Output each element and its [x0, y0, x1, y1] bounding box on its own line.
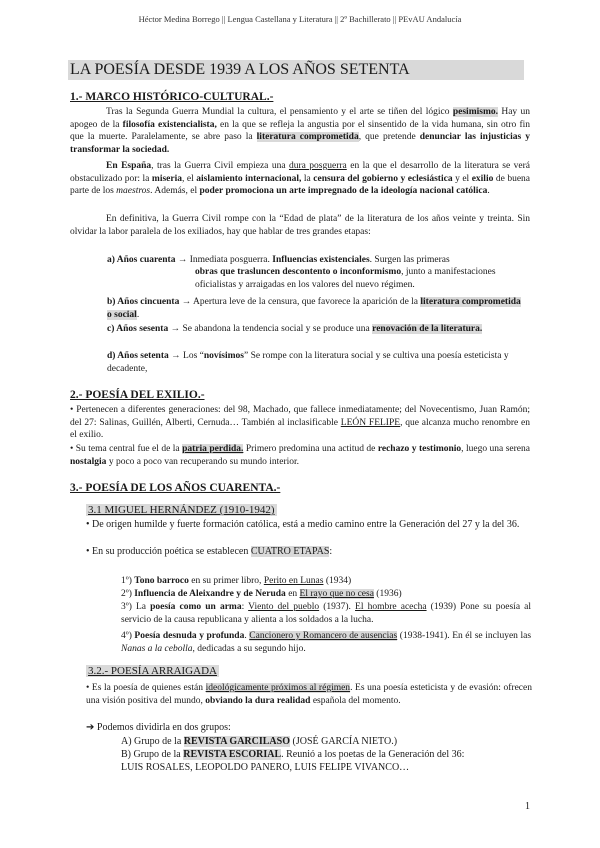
document-title: LA POESÍA DESDE 1939 A LOS AÑOS SETENTA [68, 60, 524, 80]
group-garcilaso: A) Grupo de la REVISTA GARCILASO (JOSÉ GARCÍA NIETO.) [121, 736, 398, 747]
arraigada-groups-intro: ➔ Podemos dividirla en dos grupos: [86, 722, 231, 733]
etapa-d: d) Años setenta → Los “novísimos” Se rompe con la literatura social y se cultiva una poesía esteticista y decadente, [107, 351, 509, 374]
etapa-a-cont: obras que trasluncen descontento o inconformismo, junto a manifestaciones oficialistas y arraigadas en los valores del nuevo régimen. [195, 267, 496, 290]
section-1-paragraph-1: Tras la Segunda Guerra Mundial la cultura, el pensamiento y el arte se tiñen del lógico pesimismo. Hay un apogeo de la filosofía existencialista, en la que se refleja la angustia por el sinsentido de la vida humana, sin otro fin que la muerte. Paralelamente, se abre paso la literatura comprometida, que pretende denunciar las injusticias y transformar la sociedad. [70, 107, 531, 155]
etapa-b: b) Años cincuenta → Apertura leve de la censura, que favorece la aparición de la literatura comprometida o social. [107, 297, 521, 320]
section-1-heading: 1.- MARCO HISTÓRICO-CULTURAL.- [70, 91, 274, 103]
page-number: 1 [525, 801, 530, 812]
subsection-poesia-arraigada: 3.2.- POESÍA ARRAIGADA [88, 665, 217, 677]
mh-etapa-3: 3º) La poesía como un arma: Viento del pueblo (1937). El hombre acecha (1939) Pone su poesía al servicio de la causa republicana y alienta a los soldados a la lucha. [121, 602, 531, 625]
section-1-paragraph-2: En España, tras la Guerra Civil empieza una dura posguerra en la que el desarrollo de la literatura se verá obstaculizado por: la miseria, el aislamiento internacional, la censura del gobierno y eclesiástica y el exilio de buena parte de los maestros. Además, el poder promociona un arte impregnado de la ideología nacional católica. [70, 161, 531, 197]
etapa-c: c) Años sesenta → Se abandona la tendencia social y se produce una renovación de la literatura. [107, 324, 483, 334]
mh-bullet-1: • De origen humilde y fuerte formación católica, está a medio camino entre la Generación del 27 y la del 36. [86, 519, 520, 530]
exilio-bullet-1: • Pertenecen a diferentes generaciones: del 98, Machado, que fallece inmediatamente; del Novecentismo, Juan Ramón; del 27: Salinas, Guillén, Alberti, Cernuda… También al inclasificable LEÓN FELIPE, que alcanza mucho renombre en el exilio. [70, 405, 530, 441]
section-3-heading: 3.- POESÍA DE LOS AÑOS CUARENTA.- [70, 482, 281, 494]
group-escorial-poets: LUIS ROSALES, LEOPOLDO PANERO, LUIS FELIPE VIVANCO… [121, 762, 410, 773]
mh-bullet-2: • En su producción poética se establecen CUATRO ETAPAS: [86, 546, 333, 557]
arraigada-bullet-1: • Es la poesía de quienes están ideológicamente próximos al régimen. Es una poesía esteticista y de evasión: ofrecen una visión positiva del mundo, obviando la dura realidad española del momento. [86, 683, 532, 706]
subsection-miguel-hernandez: 3.1 MIGUEL HERNÁNDEZ (1910-1942) [88, 504, 275, 516]
etapa-a: a) Años cuarenta → Inmediata posguerra. Influencias existenciales. Surgen las primeras [107, 255, 450, 265]
section-1-paragraph-3: En definitiva, la Guerra Civil rompe con la “Edad de plata” de la literatura de los años veinte y treinta. Sin olvidar la labor paralela de los exiliados, hay que hablar de tres grandes etapas: [70, 214, 530, 237]
page-header: Héctor Medina Borrego || Lengua Castellana y Literatura || 2º Bachillerato || PEvAU Andalucía [138, 14, 462, 24]
group-escorial: B) Grupo de la REVISTA ESCORIAL. Reunió a los poetas de la Generación del 36: [121, 749, 465, 760]
exilio-bullet-2: • Su tema central fue el de la patria perdida. Primero predomina una actitud de rechazo y testimonio, luego una serena nostalgia y poco a poco van recuperando su mundo interior. [70, 444, 530, 467]
mh-etapa-4: 4º) Poesía desnuda y profunda. Cancionero y Romancero de ausencias (1938-1941). En él se incluyen las Nanas a la cebolla, dedicadas a su segundo hijo. [121, 631, 532, 654]
mh-etapa-2: 2º) Influencia de Aleixandre y de Neruda en El rayo que no cesa (1936) [121, 589, 402, 599]
section-2-heading: 2.- POESÍA DEL EXILIO.- [70, 389, 205, 401]
mh-etapa-1: 1º) Tono barroco en su primer libro, Perito en Lunas (1934) [121, 576, 352, 586]
